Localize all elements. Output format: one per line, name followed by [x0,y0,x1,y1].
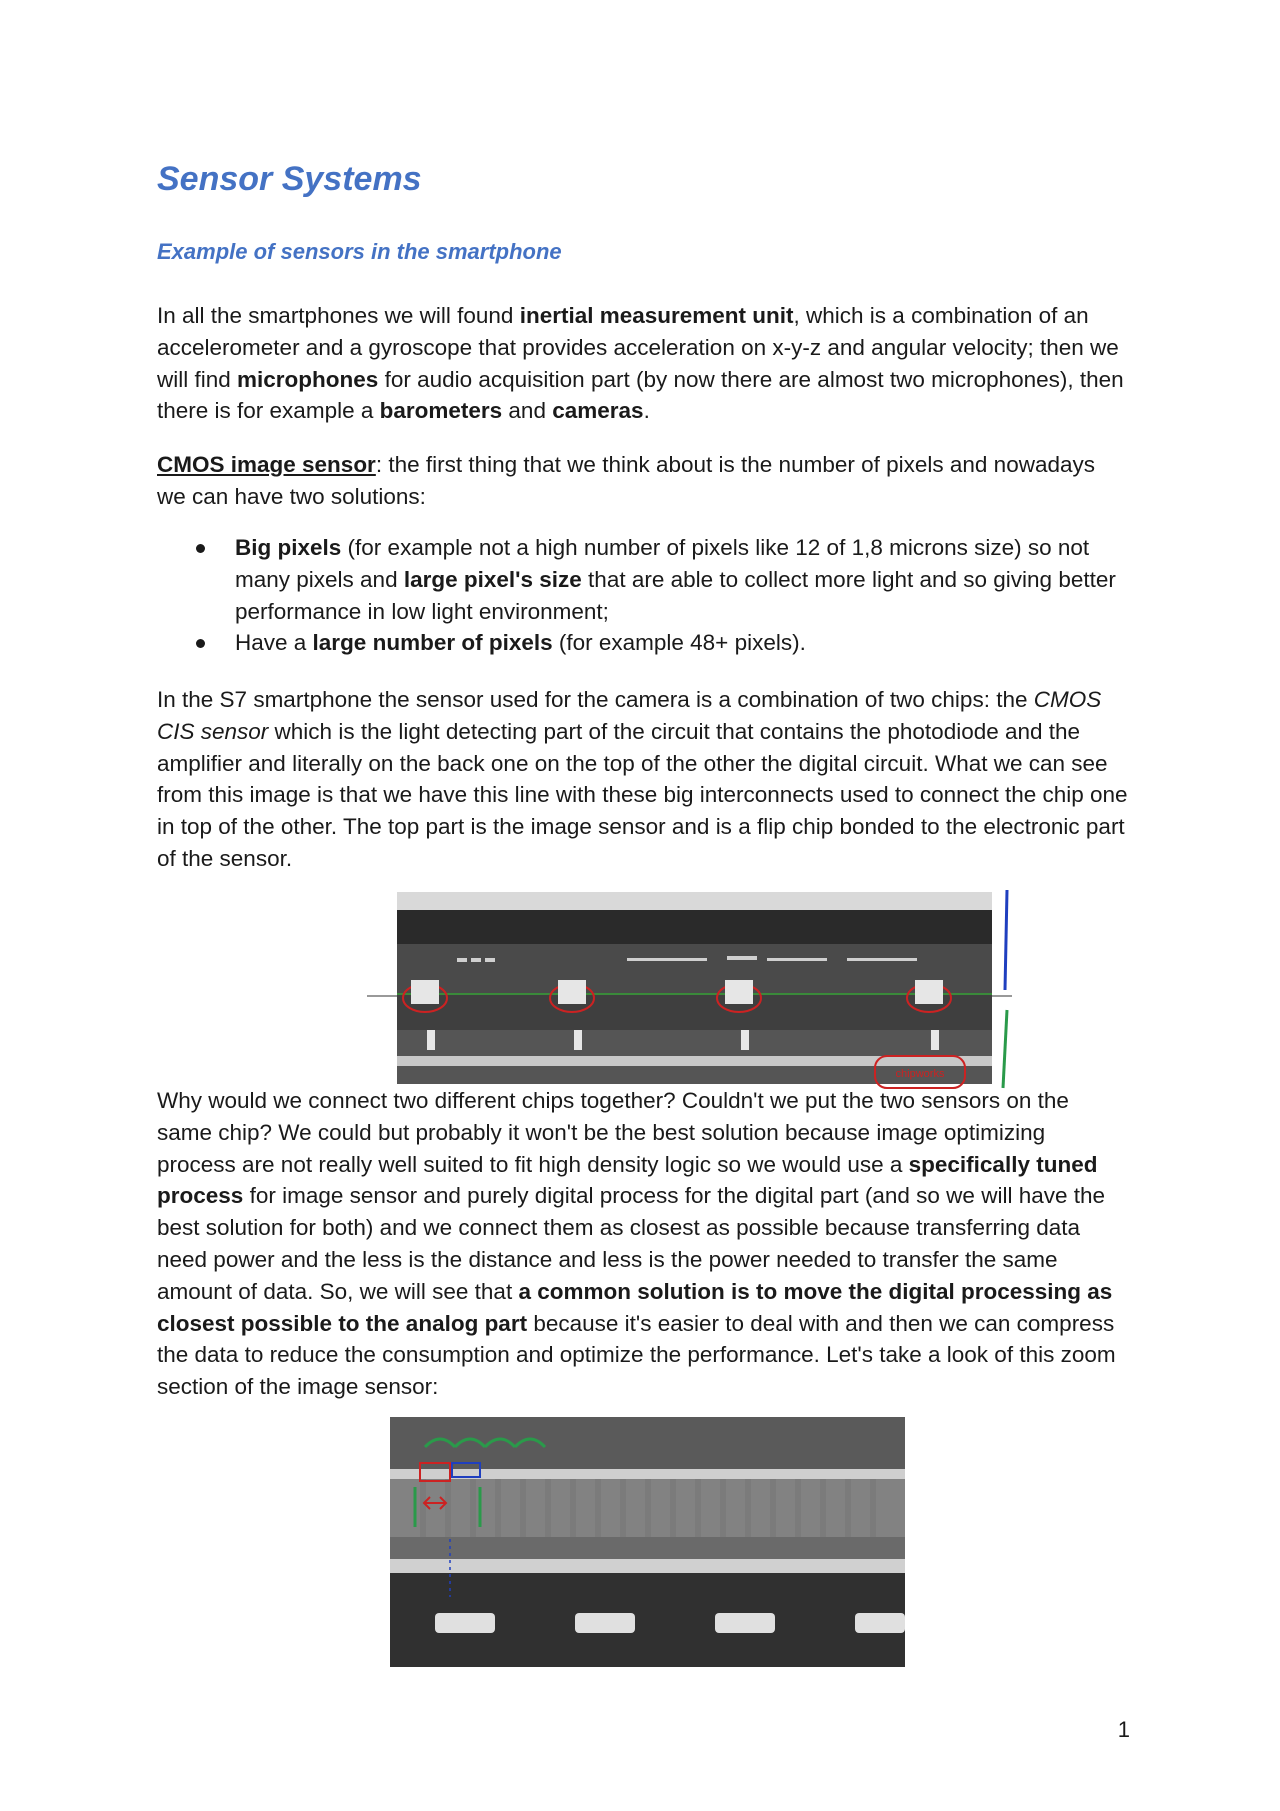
discussion-paragraph [157,1085,1129,1403]
bold-term: Big pixels [235,535,342,560]
list-item [157,627,1129,659]
text-run: and [502,398,553,424]
text-run: which is the light detecting part of the circuit that contains the photodiode and the amplifier and literally on the back one on the top of the other the digital circuit. What we can see from this image is that we have this line with these big interconnects used to connect the chip one in top of the other. The top part is the image sensor and is a flip chip bonded to the electronic part of the sensor. [157,718,1128,871]
bold-term: inertial measurement unit [519,303,794,328]
bullet-icon [196,544,205,553]
s7-paragraph [157,684,1129,875]
intro-paragraph [157,300,1129,427]
bold-term: large pixel's size [403,566,582,592]
page-title: Sensor Systems [157,160,422,198]
text-run: In the S7 smartphone the sensor used for the camera is a combination of two chips: the [157,687,1034,712]
text-run: , which is a combination of an accelerometer and a gyroscope that provides acceleration on x-y-z and angular velocity; then we will find [157,303,1119,392]
section-heading: Example of sensors in the smartphone [157,239,562,264]
text-run: for image sensor and purely digital process for the digital part (and so we will have the best solution for both) and we connect them as closest as possible because transferring data need power and the less is the distance and less is the power needed to transfer the same amount of data. So, we will see that [157,1183,1106,1304]
chip-cross-section-image [367,880,1012,1090]
bullet-icon [196,639,205,648]
cmos-paragraph [157,449,1129,513]
text-run: Have a [235,630,313,656]
pixel-zoom-image [390,1417,905,1667]
underlined-term: CMOS image sensor [157,452,376,477]
bold-term: barometers [379,398,503,424]
bold-term: microphones [237,366,379,392]
text-run: (for example not a high number of pixels like 12 of 1,8 microns size) so not many pixels and [235,535,1090,592]
bold-term: large number of pixels [312,630,553,656]
text-run: . [643,398,650,424]
bold-term: specifically tuned process [157,1151,1098,1209]
text-run: that are able to collect more light and so giving better performance in low light environment; [235,566,1116,624]
text-run: Why would we connect two different chips together? Couldn't we put the two sensors on the same chip? We could but probably it won't be the best solution because image optimizing process are not really well suited to fit high density logic so we would use a [157,1088,1069,1177]
bullet-list [157,532,1129,659]
italic-term: CMOS CIS sensor [157,687,1102,744]
text-run: : the first thing that we think about is the number of pixels and nowadays we can have two solutions: [157,452,1095,509]
text-run: for audio acquisition part (by now there are almost two microphones), then there is for example a [157,366,1124,424]
watermark-text: chipworks [895,1068,945,1080]
page-number: 1 [1117,1717,1130,1742]
text-run: (for example 48+ pixels). [552,630,806,656]
bold-term: cameras [552,398,644,424]
text-run: because it's easier to deal with and then we can compress the data to reduce the consumption and optimize the performance. Let's take a look of this zoom section of the image sensor: [157,1310,1116,1400]
list-item [157,532,1129,627]
bold-term: a common solution is to move the digital processing as closest possible to the analog part [157,1278,1113,1336]
text-run: In all the smartphones we will found [157,303,520,328]
